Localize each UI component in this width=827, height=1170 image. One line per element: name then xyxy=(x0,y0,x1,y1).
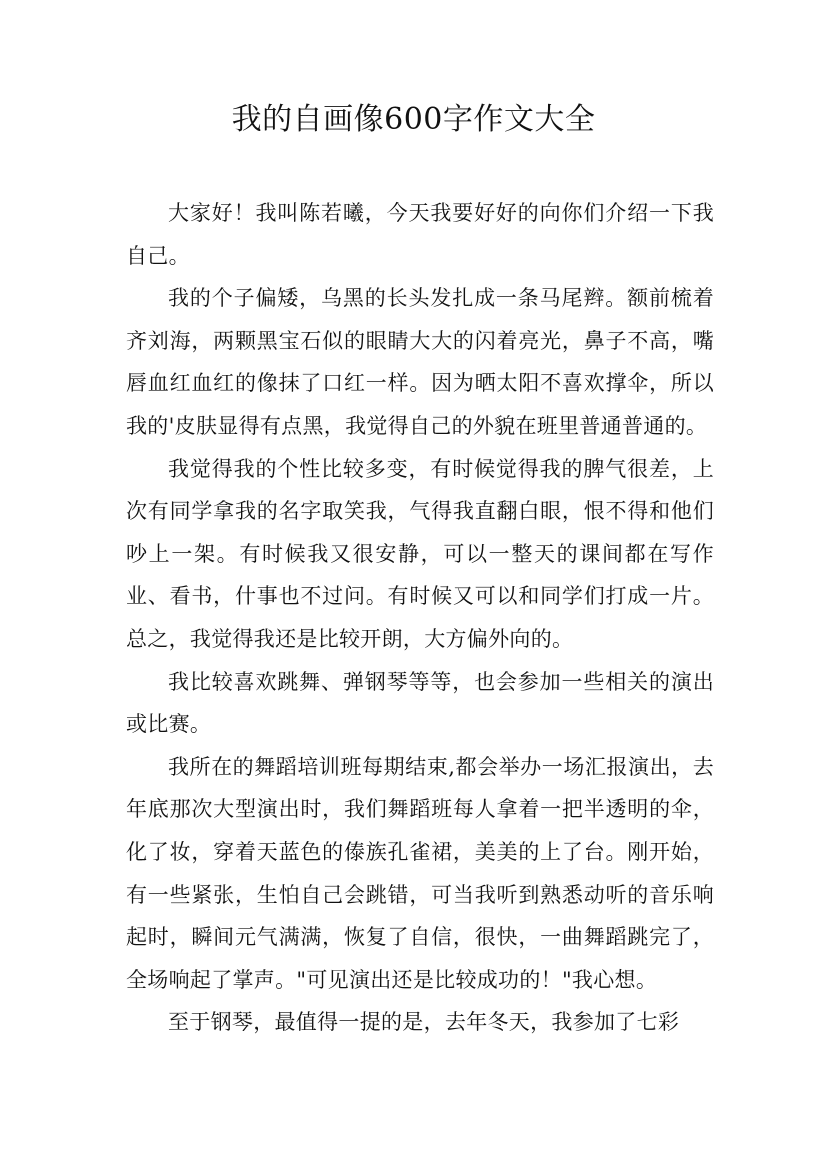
document-title: 我的自画像600字作文大全 xyxy=(231,102,596,137)
paragraph-5: 我所在的舞蹈培训班每期结束,都会举办一场汇报演出，去年底那次大型演出时，我们舞蹈班每人拿着一把半透明的伞，化了妆，穿着天蓝色的傣族孔雀裙，美美的上了台。刚开始，有一些紧张，生怕自己会跳错，可当我听到熟悉动听的音乐响起时，瞬间元气满满，恢复了自信，很快，一曲舞蹈跳完了，全场响起了掌声。"可见演出还是比较成功的！"我心想。 xyxy=(126,754,714,992)
document-body xyxy=(126,192,714,1044)
paragraph-2: 我的个子偏矮，乌黑的长头发扎成一条马尾辫。额前梳着齐刘海，两颗黑宝石似的眼睛大大的闪着亮光，鼻子不高，嘴唇血红血红的像抹了口红一样。因为晒太阳不喜欢撑伞，所以我的'皮肤显得有点黑，我觉得自己的外貌在班里普通普通的。 xyxy=(126,286,714,438)
paragraph-1: 大家好！我叫陈若曦，今天我要好好的向你们介绍一下我自己。 xyxy=(126,201,714,268)
paragraph-6: 至于钢琴，最值得一提的是，去年冬天，我参加了七彩 xyxy=(168,1010,680,1035)
paragraph-4: 我比较喜欢跳舞、弹钢琴等等，也会参加一些相关的演出或比赛。 xyxy=(126,669,714,737)
paragraph-3: 我觉得我的个性比较多变，有时候觉得我的脾气很差，上次有同学拿我的名字取笑我，气得我直翻白眼，恨不得和他们吵上一架。有时候我又很安静，可以一整天的课间都在写作业、看书，什事也不过问。有时候又可以和同学们打成一片。总之，我觉得我还是比较开朗，大方偏外向的。 xyxy=(126,456,714,651)
